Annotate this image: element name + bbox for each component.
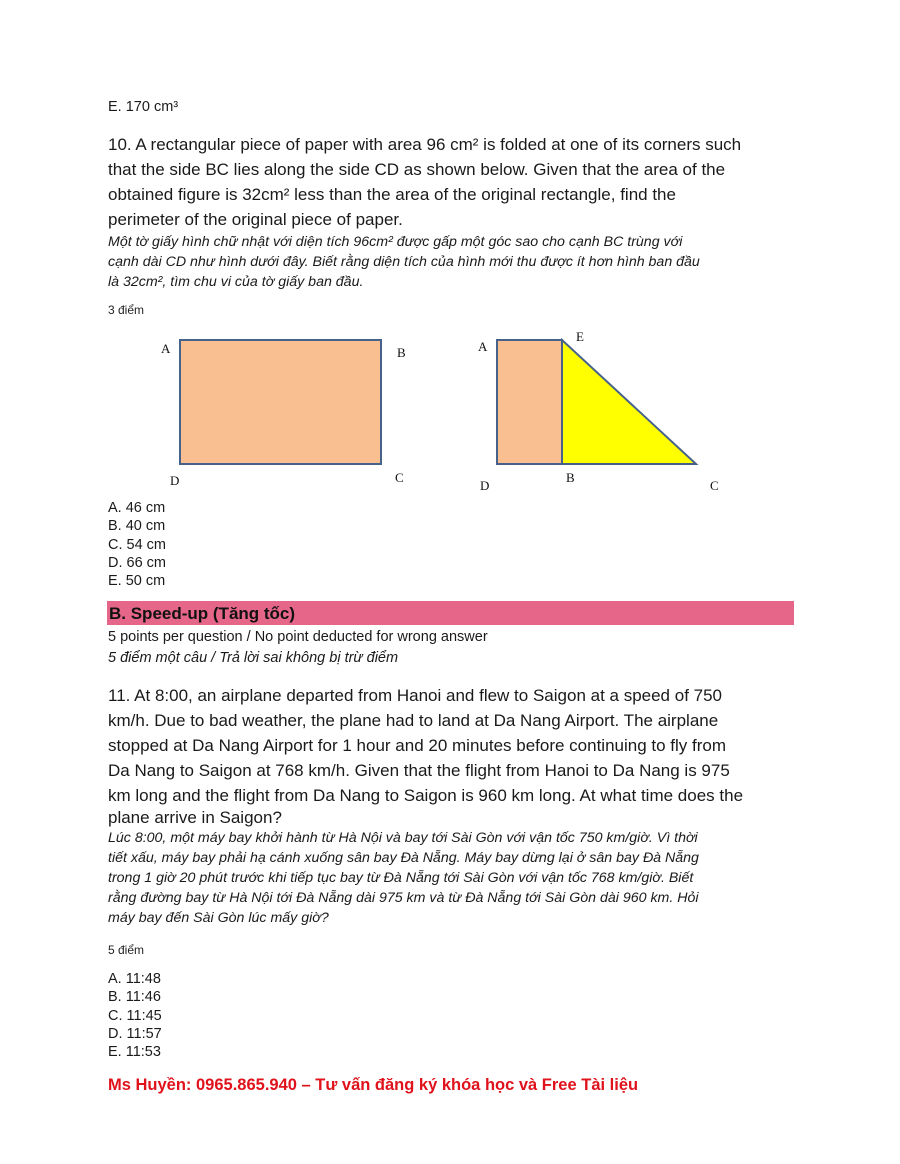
q10-line: obtained figure is 32cm² less than the area of the original rectangle, find the [108, 185, 676, 204]
option-b[interactable]: B. 11:46 [108, 989, 161, 1006]
q11-line: 11. At 8:00, an airplane departed from Hanoi and flew to Saigon at a speed of 750 [108, 686, 723, 705]
q11-line: km/h. Due to bad weather, the plane had to land at Da Nang Airport. The airplane [108, 711, 719, 730]
label-e: E [576, 329, 584, 344]
q11-line: km long and the flight from Da Nang to Saigon is 960 km long. At what time does the [108, 786, 744, 805]
q10-points: 3 điểm [108, 303, 145, 317]
remaining-rectangle [497, 340, 562, 464]
option-d[interactable]: D. 11:57 [108, 1025, 162, 1042]
q10-options [108, 499, 166, 590]
label-b: B [566, 470, 575, 485]
option-c[interactable]: C. 11:45 [108, 1007, 162, 1024]
label-d: D [170, 473, 180, 488]
prev-option-e: E. 170 cm³ [108, 99, 179, 115]
q11-vi-line: rằng đường bay từ Hà Nội tới Đà Nẵng dài 975 km và từ Đà Nẵng tới Sài Gòn dài 960 km. Hỏi [108, 890, 699, 906]
q11-line: plane arrive in Saigon? [108, 808, 282, 827]
q10-line: that the side BC lies along the side CD as shown below. Given that the area of the [108, 160, 726, 179]
section-b-subtitle-vi: 5 điểm một câu / Trả lời sai không bị trừ điểm [108, 650, 399, 666]
section-b-subtitle: 5 points per question / No point deducted for wrong answer [108, 629, 488, 645]
question-10 [108, 132, 741, 292]
q11-line: Da Nang to Saigon at 768 km/h. Given that the flight from Hanoi to Da Nang is 975 [108, 761, 730, 780]
label-c: C [395, 470, 404, 485]
q10-line: perimeter of the original piece of paper. [108, 210, 403, 229]
footer-contact: Ms Huyền: 0965.865.940 – Tư vấn đăng ký khóa học và Free Tài liệu [108, 1076, 639, 1094]
option-d[interactable]: D. 66 cm [108, 554, 167, 571]
q11-vi-line: máy bay đến Sài Gòn lúc mấy giờ? [108, 910, 329, 926]
option-c[interactable]: C. 54 cm [108, 536, 167, 553]
option-e[interactable]: E. 11:53 [108, 1044, 161, 1061]
section-b-banner [107, 601, 794, 625]
q11-vi-line: Lúc 8:00, một máy bay khởi hành từ Hà Nội và bay tới Sài Gòn với vận tốc 750 km/giờ. Vì thời [108, 830, 698, 846]
q11-points: 5 điểm [108, 943, 145, 957]
q10-vi-line: cạnh dài CD như hình dưới đây. Biết rằng diện tích của hình mới thu được ít hơn hình ban đầu [108, 254, 700, 270]
q10-vi-line: là 32cm², tìm chu vi của tờ giấy ban đầu. [108, 274, 364, 290]
question-11 [108, 683, 743, 928]
option-b[interactable]: B. 40 cm [108, 518, 166, 535]
label-b: B [397, 345, 406, 360]
folded-triangle [562, 340, 696, 464]
label-a: A [161, 341, 171, 356]
label-d: D [480, 478, 490, 493]
section-b-title: B. Speed-up (Tăng tốc) [109, 604, 296, 623]
figure-folded-paper [470, 325, 730, 500]
option-a[interactable]: A. 46 cm [108, 500, 166, 516]
option-a[interactable]: A. 11:48 [108, 971, 161, 987]
q11-line: stopped at Da Nang Airport for 1 hour and 20 minutes before continuing to fly from [108, 736, 727, 755]
q10-vi-line: Một tờ giấy hình chữ nhật với diện tích 96cm² được gấp một góc sao cho cạnh BC trùng với [108, 234, 683, 250]
q10-line: 10. A rectangular piece of paper with area 96 cm² is folded at one of its corners such [108, 135, 742, 154]
q11-vi-line: trong 1 giờ 20 phút trước khi tiếp tục bay từ Đà Nẵng tới Sài Gòn với vận tốc 768 km/giờ. Biết [108, 870, 694, 886]
rectangle-abcd [180, 340, 381, 464]
label-c: C [710, 478, 719, 493]
q11-vi-line: tiết xấu, máy bay phải hạ cánh xuống sân bay Đà Nẵng. Máy bay dừng lại ở sân bay Đà Nẵng [108, 850, 699, 866]
label-a: A [478, 339, 488, 354]
option-e[interactable]: E. 50 cm [108, 573, 166, 590]
figure-original-rectangle [150, 330, 430, 490]
q11-options [108, 970, 162, 1061]
